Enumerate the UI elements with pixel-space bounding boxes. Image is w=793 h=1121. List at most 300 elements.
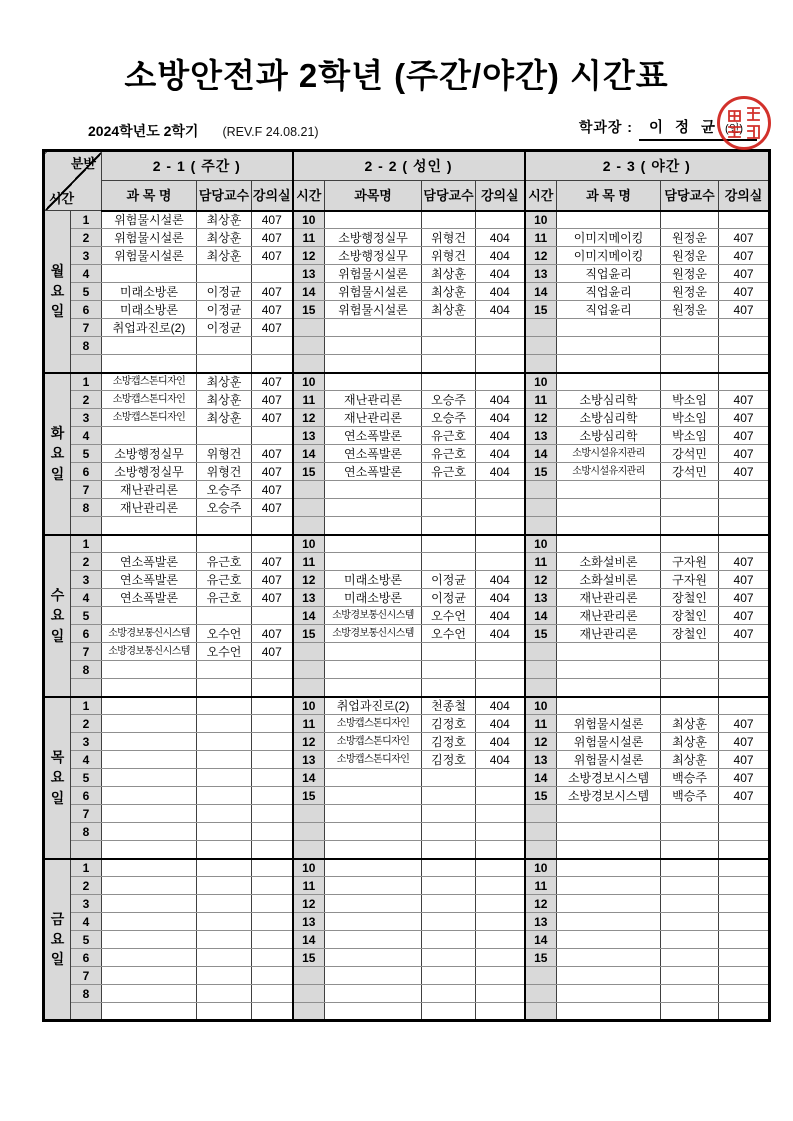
- room-cell: [719, 355, 770, 373]
- time-cell: 10: [525, 373, 557, 391]
- time-cell: [293, 967, 325, 985]
- room-cell: 407: [252, 301, 293, 319]
- period-row: [44, 877, 770, 895]
- room-cell: [719, 859, 770, 877]
- professor-cell: [422, 553, 476, 571]
- period-row: [44, 373, 770, 391]
- subject-cell: [102, 985, 197, 1003]
- professor-cell: 최상훈: [197, 247, 252, 265]
- period-row: [44, 499, 770, 517]
- dept-head-name-text: 이 정 균: [648, 120, 720, 136]
- subject-cell: [557, 499, 661, 517]
- time-cell: 11: [293, 877, 325, 895]
- time-cell: [293, 337, 325, 355]
- subject-cell: [325, 823, 422, 841]
- time-cell: 15: [525, 463, 557, 481]
- professor-cell: [197, 877, 252, 895]
- professor-cell: 이정균: [197, 301, 252, 319]
- room-cell: [719, 949, 770, 967]
- professor-cell: [661, 355, 719, 373]
- period-row: [44, 823, 770, 841]
- room-cell: [476, 211, 525, 229]
- room-cell: [719, 481, 770, 499]
- group-header-2-3: 2 - 3 ( 야간 ): [525, 151, 770, 181]
- professor-cell: 원정운: [661, 229, 719, 247]
- time-cell: 12: [525, 409, 557, 427]
- period-cell: 4: [71, 913, 102, 931]
- subject-cell: 연소폭발론: [325, 445, 422, 463]
- room-cell: [476, 841, 525, 859]
- col-header-room-1: 강의실: [252, 181, 293, 211]
- room-cell: 407: [252, 211, 293, 229]
- period-cell: 1: [71, 697, 102, 715]
- time-cell: 10: [525, 859, 557, 877]
- time-cell: 11: [293, 229, 325, 247]
- subject-cell: [325, 535, 422, 553]
- subject-cell: 재난관리론: [102, 481, 197, 499]
- time-cell: 12: [525, 895, 557, 913]
- time-cell: 15: [525, 949, 557, 967]
- subject-cell: 위험물시설론: [102, 229, 197, 247]
- day-label: 월 요 일: [44, 211, 71, 373]
- professor-cell: 위형건: [422, 229, 476, 247]
- professor-cell: 김정호: [422, 715, 476, 733]
- room-cell: [252, 859, 293, 877]
- professor-cell: 원정운: [661, 265, 719, 283]
- subject-cell: 직업윤리: [557, 301, 661, 319]
- subject-cell: [102, 787, 197, 805]
- professor-cell: [661, 805, 719, 823]
- period-cell: 1: [71, 211, 102, 229]
- professor-cell: [197, 967, 252, 985]
- time-cell: 12: [525, 571, 557, 589]
- professor-cell: 이정균: [422, 571, 476, 589]
- time-cell: 13: [525, 913, 557, 931]
- subject-cell: 소방경보통신시스템: [102, 625, 197, 643]
- room-cell: [719, 913, 770, 931]
- subject-cell: 미래소방론: [102, 283, 197, 301]
- period-cell: 8: [71, 823, 102, 841]
- room-cell: [252, 265, 293, 283]
- professor-cell: [197, 733, 252, 751]
- subject-cell: [325, 877, 422, 895]
- subject-cell: 직업윤리: [557, 283, 661, 301]
- subject-cell: 소방캡스톤디자인: [325, 751, 422, 769]
- subject-cell: [102, 1003, 197, 1021]
- corner-label-time: 시간: [49, 191, 75, 206]
- day-label: 화 요 일: [44, 373, 71, 535]
- professor-cell: 오승주: [422, 391, 476, 409]
- time-cell: 13: [293, 589, 325, 607]
- professor-cell: [422, 1003, 476, 1021]
- professor-cell: [197, 355, 252, 373]
- subject-cell: [325, 931, 422, 949]
- professor-cell: [661, 823, 719, 841]
- time-cell: 14: [293, 445, 325, 463]
- spacer-row: [44, 517, 770, 535]
- room-cell: [476, 553, 525, 571]
- room-cell: [719, 895, 770, 913]
- time-cell: 13: [293, 265, 325, 283]
- room-cell: [476, 985, 525, 1003]
- subject-cell: 연소폭발론: [102, 553, 197, 571]
- room-cell: [252, 427, 293, 445]
- professor-cell: [661, 985, 719, 1003]
- room-cell: 404: [476, 391, 525, 409]
- period-row: [44, 301, 770, 319]
- professor-cell: 최상훈: [422, 301, 476, 319]
- subject-cell: [325, 841, 422, 859]
- period-cell: 4: [71, 265, 102, 283]
- professor-cell: [197, 823, 252, 841]
- time-cell: 10: [525, 697, 557, 715]
- subject-cell: [102, 355, 197, 373]
- time-cell: [525, 643, 557, 661]
- professor-cell: [422, 373, 476, 391]
- subject-cell: 소방행정실무: [102, 463, 197, 481]
- professor-cell: [197, 697, 252, 715]
- meta-row: [88, 115, 757, 141]
- subject-cell: 소방경보시스템: [557, 769, 661, 787]
- group-header-2-1: 2 - 1 ( 주간 ): [102, 151, 293, 181]
- professor-cell: [422, 931, 476, 949]
- period-cell: 5: [71, 931, 102, 949]
- subject-cell: [102, 535, 197, 553]
- subject-cell: [325, 985, 422, 1003]
- room-cell: 407: [719, 301, 770, 319]
- day-label: 금 요 일: [44, 859, 71, 1021]
- room-cell: 407: [719, 787, 770, 805]
- room-cell: 407: [719, 391, 770, 409]
- subject-cell: 소방심리학: [557, 409, 661, 427]
- time-cell: 15: [293, 625, 325, 643]
- room-cell: [252, 895, 293, 913]
- room-cell: 407: [252, 571, 293, 589]
- corner-cell: [44, 151, 102, 211]
- room-cell: 407: [719, 607, 770, 625]
- period-cell: 5: [71, 283, 102, 301]
- room-cell: [476, 337, 525, 355]
- room-cell: 404: [476, 463, 525, 481]
- room-cell: [252, 841, 293, 859]
- professor-cell: [661, 499, 719, 517]
- room-cell: 407: [719, 409, 770, 427]
- time-cell: 13: [525, 751, 557, 769]
- professor-cell: 이정균: [197, 319, 252, 337]
- room-cell: 407: [719, 571, 770, 589]
- time-cell: 13: [525, 427, 557, 445]
- time-cell: [525, 499, 557, 517]
- subject-cell: 미래소방론: [102, 301, 197, 319]
- period-row: [44, 427, 770, 445]
- time-cell: 15: [525, 787, 557, 805]
- professor-cell: [422, 661, 476, 679]
- period-row: [44, 337, 770, 355]
- time-cell: 10: [293, 697, 325, 715]
- subject-cell: 이미지메이킹: [557, 247, 661, 265]
- revision-label: (REV.F 24.08.21): [222, 125, 319, 139]
- room-cell: 407: [252, 391, 293, 409]
- time-cell: [293, 643, 325, 661]
- professor-cell: [197, 1003, 252, 1021]
- professor-cell: [422, 643, 476, 661]
- time-cell: 12: [525, 733, 557, 751]
- room-cell: 404: [476, 625, 525, 643]
- col-header-time-2: 시간: [293, 181, 325, 211]
- subject-cell: 위험물시설론: [557, 751, 661, 769]
- room-cell: [476, 805, 525, 823]
- professor-cell: 백승주: [661, 769, 719, 787]
- subject-cell: [325, 373, 422, 391]
- room-cell: [719, 499, 770, 517]
- professor-cell: 최상훈: [197, 211, 252, 229]
- subject-cell: [557, 643, 661, 661]
- professor-cell: [661, 1003, 719, 1021]
- room-cell: [476, 499, 525, 517]
- subject-cell: [102, 517, 197, 535]
- room-cell: 407: [252, 589, 293, 607]
- subject-cell: 위험물시설론: [325, 265, 422, 283]
- subject-cell: 위험물시설론: [102, 247, 197, 265]
- period-cell: [71, 679, 102, 697]
- room-cell: [719, 697, 770, 715]
- time-cell: [293, 679, 325, 697]
- professor-cell: [422, 913, 476, 931]
- room-cell: [252, 985, 293, 1003]
- room-cell: [719, 1003, 770, 1021]
- period-cell: 1: [71, 373, 102, 391]
- professor-cell: 오수언: [197, 643, 252, 661]
- subject-cell: 소방행정실무: [325, 229, 422, 247]
- professor-cell: [661, 841, 719, 859]
- subject-cell: 재난관리론: [102, 499, 197, 517]
- room-cell: [719, 985, 770, 1003]
- subject-cell: 소화설비론: [557, 571, 661, 589]
- time-cell: 15: [293, 301, 325, 319]
- period-row: [44, 895, 770, 913]
- spacer-row: [44, 1003, 770, 1021]
- professor-cell: [197, 931, 252, 949]
- subject-cell: [557, 1003, 661, 1021]
- professor-cell: 백승주: [661, 787, 719, 805]
- professor-cell: [422, 337, 476, 355]
- period-cell: 6: [71, 625, 102, 643]
- subject-cell: [557, 373, 661, 391]
- professor-cell: 장철인: [661, 607, 719, 625]
- period-cell: 3: [71, 247, 102, 265]
- professor-cell: 천종철: [422, 697, 476, 715]
- room-cell: [476, 787, 525, 805]
- period-row: [44, 553, 770, 571]
- professor-cell: [197, 265, 252, 283]
- professor-cell: 이정균: [422, 589, 476, 607]
- professor-cell: [661, 643, 719, 661]
- professor-cell: 박소임: [661, 427, 719, 445]
- period-row: [44, 265, 770, 283]
- subject-cell: [325, 967, 422, 985]
- room-cell: 407: [719, 229, 770, 247]
- time-cell: 10: [525, 535, 557, 553]
- subject-cell: 소방경보통신시스템: [102, 643, 197, 661]
- room-cell: 404: [476, 247, 525, 265]
- room-cell: 407: [252, 319, 293, 337]
- subject-cell: [557, 823, 661, 841]
- room-cell: [476, 643, 525, 661]
- room-cell: [719, 211, 770, 229]
- time-cell: 14: [293, 931, 325, 949]
- subject-cell: [325, 805, 422, 823]
- professor-cell: [661, 679, 719, 697]
- dept-head: [579, 116, 757, 141]
- col-header-time-3: 시간: [525, 181, 557, 211]
- room-cell: 404: [476, 301, 525, 319]
- time-cell: 13: [293, 427, 325, 445]
- subject-cell: [102, 913, 197, 931]
- subject-cell: 재난관리론: [557, 625, 661, 643]
- subject-cell: [557, 211, 661, 229]
- time-cell: 11: [525, 553, 557, 571]
- professor-cell: 구자원: [661, 571, 719, 589]
- professor-cell: 박소임: [661, 409, 719, 427]
- professor-cell: [197, 337, 252, 355]
- time-cell: [293, 805, 325, 823]
- subject-cell: [557, 805, 661, 823]
- period-cell: 3: [71, 409, 102, 427]
- subject-cell: 소방시설유지관리: [557, 463, 661, 481]
- time-cell: [525, 805, 557, 823]
- period-row: [44, 859, 770, 877]
- time-cell: 10: [293, 373, 325, 391]
- period-cell: 2: [71, 877, 102, 895]
- room-cell: [476, 535, 525, 553]
- room-cell: [476, 769, 525, 787]
- room-cell: 407: [719, 625, 770, 643]
- period-cell: 8: [71, 337, 102, 355]
- room-cell: [476, 823, 525, 841]
- professor-cell: 위형건: [422, 247, 476, 265]
- room-cell: 404: [476, 445, 525, 463]
- professor-cell: 원정운: [661, 247, 719, 265]
- time-cell: [293, 1003, 325, 1021]
- subject-cell: [102, 733, 197, 751]
- professor-cell: [197, 517, 252, 535]
- time-cell: 10: [525, 211, 557, 229]
- subject-cell: [557, 877, 661, 895]
- period-row: [44, 787, 770, 805]
- period-cell: 4: [71, 427, 102, 445]
- subject-cell: [325, 661, 422, 679]
- time-cell: 13: [293, 751, 325, 769]
- professor-cell: [422, 823, 476, 841]
- period-row: [44, 733, 770, 751]
- professor-cell: [197, 607, 252, 625]
- subject-cell: 위험물시설론: [557, 733, 661, 751]
- time-cell: [293, 841, 325, 859]
- time-cell: 10: [293, 211, 325, 229]
- subject-cell: 미래소방론: [325, 571, 422, 589]
- subject-cell: 취업과진로(2): [102, 319, 197, 337]
- period-cell: 5: [71, 769, 102, 787]
- period-cell: 4: [71, 751, 102, 769]
- room-cell: [476, 859, 525, 877]
- professor-cell: 원정운: [661, 301, 719, 319]
- room-cell: [252, 913, 293, 931]
- time-cell: 15: [293, 787, 325, 805]
- period-cell: 5: [71, 445, 102, 463]
- subject-cell: [325, 499, 422, 517]
- room-cell: [719, 319, 770, 337]
- subject-cell: 이미지메이킹: [557, 229, 661, 247]
- room-cell: [476, 373, 525, 391]
- period-cell: 1: [71, 535, 102, 553]
- subject-cell: [102, 661, 197, 679]
- professor-cell: 오승주: [197, 499, 252, 517]
- subject-cell: 소방시설유지관리: [557, 445, 661, 463]
- subject-cell: [325, 679, 422, 697]
- professor-cell: [422, 517, 476, 535]
- room-cell: 407: [252, 499, 293, 517]
- room-cell: [719, 967, 770, 985]
- time-cell: 14: [293, 769, 325, 787]
- subject-cell: 미래소방론: [325, 589, 422, 607]
- time-cell: 11: [293, 553, 325, 571]
- col-header-subject-2: 과목명: [325, 181, 422, 211]
- period-cell: 3: [71, 571, 102, 589]
- day-label: 목 요 일: [44, 697, 71, 859]
- corner-label-class: 분반: [70, 156, 96, 171]
- room-cell: [252, 931, 293, 949]
- room-cell: [252, 535, 293, 553]
- professor-cell: [422, 787, 476, 805]
- time-cell: [525, 355, 557, 373]
- professor-cell: 장철인: [661, 625, 719, 643]
- period-cell: 6: [71, 949, 102, 967]
- period-row: [44, 967, 770, 985]
- room-cell: 404: [476, 229, 525, 247]
- time-cell: [293, 661, 325, 679]
- professor-cell: [197, 985, 252, 1003]
- professor-cell: [197, 895, 252, 913]
- subject-cell: [557, 535, 661, 553]
- period-row: [44, 283, 770, 301]
- day-label: 수 요 일: [44, 535, 71, 697]
- professor-cell: 최상훈: [197, 391, 252, 409]
- room-cell: [476, 913, 525, 931]
- col-header-room-3: 강의실: [719, 181, 770, 211]
- room-cell: [252, 823, 293, 841]
- time-cell: [293, 517, 325, 535]
- subject-cell: [557, 895, 661, 913]
- professor-cell: 유근호: [197, 553, 252, 571]
- room-cell: 407: [719, 463, 770, 481]
- room-cell: [252, 697, 293, 715]
- time-cell: 11: [293, 391, 325, 409]
- professor-cell: 이정균: [197, 283, 252, 301]
- subject-cell: [325, 1003, 422, 1021]
- room-cell: 404: [476, 589, 525, 607]
- subject-cell: 연소폭발론: [102, 589, 197, 607]
- room-cell: [719, 661, 770, 679]
- subject-cell: 재난관리론: [557, 607, 661, 625]
- time-cell: [525, 985, 557, 1003]
- subject-cell: [102, 337, 197, 355]
- subject-cell: 소방경보통신시스템: [325, 625, 422, 643]
- subject-cell: [325, 553, 422, 571]
- room-cell: 407: [719, 589, 770, 607]
- room-cell: [252, 733, 293, 751]
- group-header-2-2: 2 - 2 ( 성인 ): [293, 151, 525, 181]
- room-cell: [719, 823, 770, 841]
